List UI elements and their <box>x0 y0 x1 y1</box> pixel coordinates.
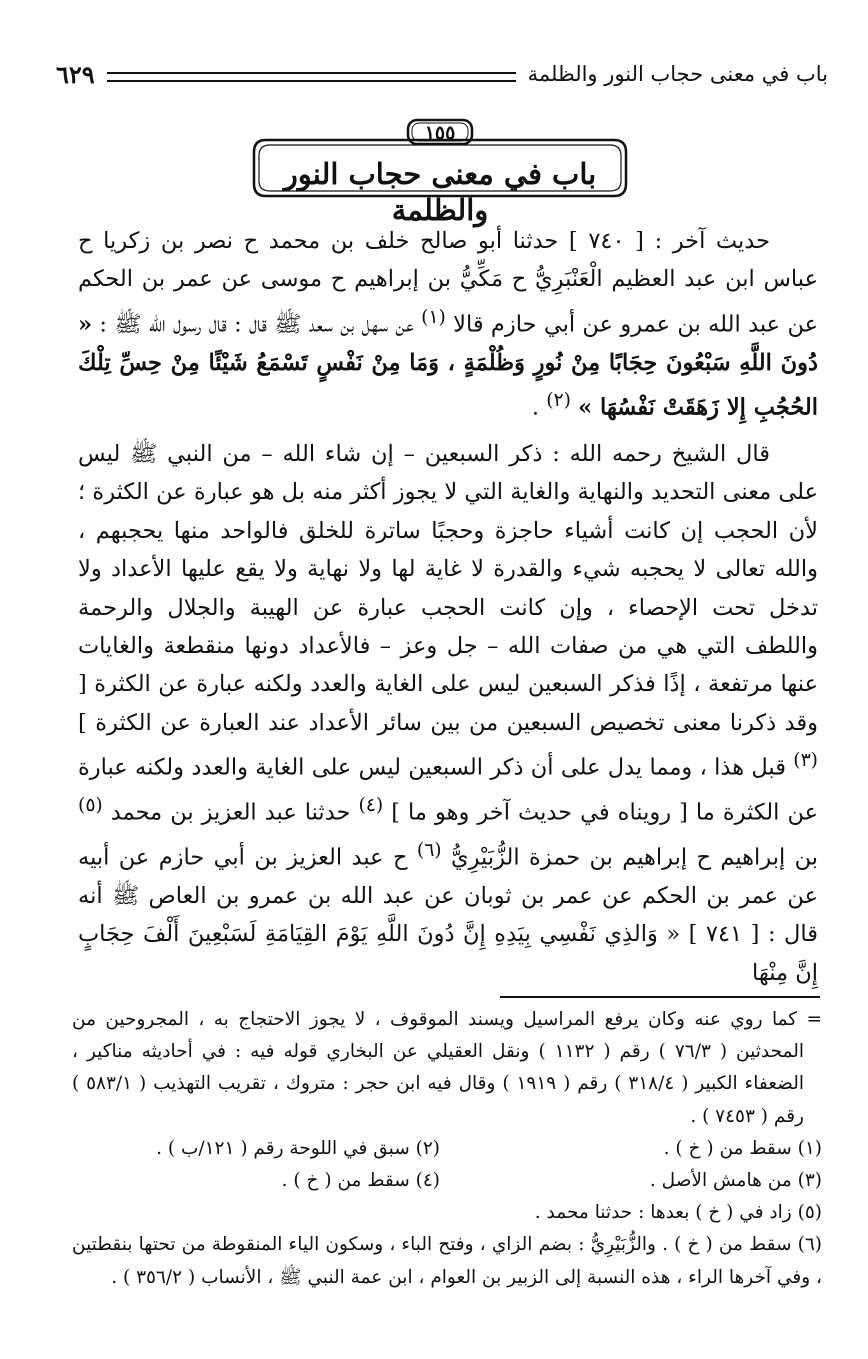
footnote-ref-6: (٦) <box>416 840 442 862</box>
running-header <box>56 58 828 90</box>
footnote-1: (١) سقط من ( خ ) . <box>663 1137 822 1159</box>
footnote-5: (٥) زاد في ( خ ) بعدها : حدثنا محمد . <box>534 1202 822 1224</box>
main-text <box>78 222 818 992</box>
chapter-title: باب في معنى حجاب النور والظلمة <box>283 157 597 227</box>
footnote-ref-5: (٥) <box>78 795 103 817</box>
isnad-text: حديث آخر : [ ٧٤٠ ] حدثنا أبو صالح خلف بن محمد ح نصر بن زكريا ح عباس ابن عبد العظيم الْعَنْبَرِيُّ ح مَكِّيُّ بن إبراهيم ح موسى عن عمر بن الحكم عن عبد الله بن عمرو عن أبي حازم قالا <box>78 228 819 338</box>
isnad-text-end: عن سهل بن سعد ﷺ قال : قال رسول الله ﷺ : <box>92 311 422 338</box>
commentary-text-4: بن إبراهيم ح إبراهيم بن حمزة الزُّبَيْرِيُّ <box>441 844 818 871</box>
footnote-6: (٦) سقط من ( خ ) . والزُّبَيْرِيُّ : بضم الزاي ، وفتح الباء ، وسكون الياء المنقوطة من تحتها بنقطتين ، وفي آخرها الراء ، هذه النسبة إلى الزبير بن العوام ، ابن عمة النبي ﷺ ، الأنساب ( ٣٥٦/٢ ) . <box>72 1234 822 1288</box>
footnote-divider <box>500 996 820 998</box>
paragraph-commentary <box>78 435 818 992</box>
commentary-text: قال الشيخ رحمه الله : ذكر السبعين – إن شاء الله – من النبي ﷺ ليس على معنى التحديد والنهاية والغاية التي لا يجوز أكثر منه بل هو عبارة عن الكثرة ؛ لأن الحجب إن كانت أشياء حاجزة وحجبًا ساترة للخلق فالواحد منها يحجبهم ، والله تعالى لا يحجبه شيء والقدرة لا غاية لها ولا نهاية ولا يقع عليها الأعداد ولا تدخل تحت الإحصاء ، وإن كانت الحجب عبارة عن الهيبة والجلال والرحمة واللطف التي هي من صفات الله – جل وعز – فالأعداد دونها منقطعة والغايات عنها مرتفعة ، إذًا فذكر السبعين ليس على الغاية والعدد ولكنه عبارة عن الكثرة [ وقد ذكرنا معنى تخصيص السبعين من بين سائر الأعداد عند العبارة عن الكثرة ] <box>78 441 818 736</box>
footnote-ref-3: (٣) <box>793 750 818 772</box>
page-number: ٦٢٩ <box>56 59 95 89</box>
commentary-text-3: حدثنا عبد العزيز بن محمد <box>102 799 359 826</box>
header-rule <box>107 72 516 82</box>
footnote-ref-1: (١) <box>421 306 446 328</box>
footnote-2: (٢) سبق في اللوحة رقم ( ١٢١/ب ) . <box>156 1137 440 1159</box>
footnote-ref-2: (٢) <box>546 390 571 412</box>
chapter-heading-frame <box>248 118 632 227</box>
footnote-row <box>72 1165 822 1197</box>
footnote-continuation: = كما روي عنه وكان يرفع المراسيل ويسند الموقوف ، لا يجوز الاحتجاج به ، المجروحين من المحدثين ( ٧٦/٣ ) رقم ( ١١٣٢ ) ونقل العقيلي عن البخاري قوله فيه : في أحاديثه مناكير ، الضعفاء الكبير ( ٣١٨/٤ ) رقم ( ١٩١٩ ) وقال فيه ابن حجر : متروك ، تقريب التهذيب ( ٥٨٣/١ ) رقم ( ٧٤٥٣ ) . <box>72 1009 822 1127</box>
footnote-3: (٣) من هامش الأصل . <box>649 1170 822 1192</box>
footnote-4: (٤) سقط من ( خ ) . <box>281 1170 440 1192</box>
commentary-text-2: قبل هذا ، ومما يدل على أن ذكر السبعين ليس على الغاية والعدد ولكنه عبارة عن الكثرة ما [ رويناه في حديث آخر وهو ما ] <box>78 754 818 826</box>
footnotes <box>72 1004 822 1294</box>
footnote-row <box>72 1133 822 1165</box>
chapter-number: ١٥٥ <box>424 122 456 144</box>
footnote-ref-4: (٤) <box>358 795 384 817</box>
hadith-quote: « دُونَ اللَّهِ سَبْعُونَ حِجَابًا مِنْ نُورٍ وَظُلْمَةٍ ، وَمَا مِنْ نَفْسٍ تَسْمَعُ شَيْئًا مِنْ حِسِّ تِلْكَ الحُجُبِ إِلا زَهَقَتْ نَفْسُهَا » <box>78 311 818 421</box>
commentary-text-5: ح عبد العزيز بن أبي حازم عن أبيه عن عمر بن الحكم عن عمر بن ثوبان عن عبد الله بن عمرو بن العاص ﷺ أنه قال : [ ٧٤١ ] « وَالذِي نَفْسِي بِيَدِهِ إِنَّ دُونَ اللَّهِ يَوْمَ القِيَامَةِ لَسَبْعِينَ أَلْفَ حِجَابٍ إِنَّ مِنْهَا <box>78 844 818 986</box>
paragraph-hadith-740: حديث آخر : [ ٧٤٠ ] حدثنا أبو صالح خلف بن محمد ح نصر بن زكريا ح عباس ابن عبد العظيم الْعَنْبَرِيُّ ح مَكِّيُّ بن إبراهيم ح موسى عن عمر بن الحكم عن عبد الله بن عمرو عن أبي حازم قالا $^{(١)}$ عن سهل بن سعد ﷺ قال : قال رسول الله ﷺ : « دُونَ اللَّهِ سَبْعُونَ حِجَابًا مِنْ نُورٍ وَظُلْمَةٍ ، وَمَا مِنْ نَفْسٍ تَسْمَعُ شَيْئًا مِنْ حِسِّ تِلْكَ الحُجُبِ إِلا زَهَقَتْ نَفْسُهَا » $^{(٢)}$ . <box>78 228 819 421</box>
running-title: باب في معنى حجاب النور والظلمة <box>527 62 828 86</box>
